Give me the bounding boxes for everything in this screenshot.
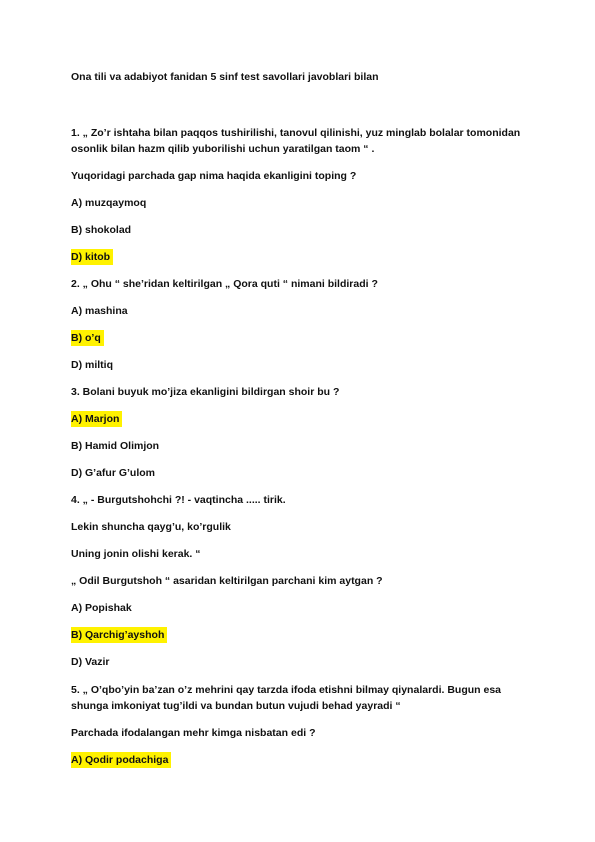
- question-text: Lekin shuncha qayg’u, ko’rgulik: [71, 521, 231, 533]
- answer-option: [71, 196, 531, 211]
- document-title: Ona tili va adabiyot fanidan 5 sinf test savollari javoblari bilan: [71, 71, 379, 83]
- question-4: [71, 493, 531, 670]
- question-prompt: „ Odil Burgutshoh “ asaridan keltirilgan parchani kim aytgan ?: [71, 575, 383, 587]
- question-prompt: Yuqoridagi parchada gap nima haqida ekanligini toping ?: [71, 170, 357, 182]
- answer-option: [71, 223, 531, 238]
- question-text: 5. „ O’qbo’yin ba’zan o’z mehrini qay tarzda ifoda etishni bilmay qiynalardi. Bugun esa shunga imkoniyat tug’ildi va bundan butun vujudi behad yayradi “: [71, 684, 501, 712]
- answer-option-text: D) miltiq: [71, 359, 113, 371]
- answer-option-text: D) G’afur G’ulom: [71, 467, 155, 479]
- answer-option-text: A) mashina: [71, 305, 128, 317]
- question-text: 2. „ Ohu “ she’ridan keltirilgan „ Qora quti “ nimani bildiradi ?: [71, 278, 378, 290]
- question-1: [71, 125, 531, 265]
- question-prompt: Parchada ifodalangan mehr kimga nisbatan edi ?: [71, 727, 316, 739]
- question-2: [71, 277, 531, 373]
- highlighted-answer: D) kitob: [71, 249, 113, 265]
- answer-option-correct: [71, 753, 531, 768]
- question-text: Uning jonin olishi kerak. “: [71, 548, 201, 560]
- highlighted-answer: B) Qarchig’ayshoh: [71, 627, 167, 643]
- question-text: 1. „ Zo’r ishtaha bilan paqqos tushirilishi, tanovul qilinishi, yuz minglab bolalar tomonidan osonlik bilan hazm qilib yuborilishi uchun yaratilgan taom “ .: [71, 127, 521, 155]
- question-list: [71, 125, 531, 780]
- answer-option-text: D) Vazir: [71, 656, 110, 668]
- answer-option-text: B) shokolad: [71, 224, 132, 236]
- answer-option-text: A) muzqaymoq: [71, 197, 147, 209]
- answer-option: [71, 304, 531, 319]
- question-text: 4. „ - Burgutshohchi ?! - vaqtincha ..... tirik.: [71, 494, 286, 506]
- question-5: [71, 682, 531, 768]
- answer-option: [71, 655, 531, 670]
- highlighted-answer: B) o’q: [71, 330, 104, 346]
- question-3: [71, 385, 531, 481]
- answer-option-correct: [71, 412, 531, 427]
- highlighted-answer: A) Marjon: [71, 411, 122, 427]
- answer-option: [71, 601, 531, 616]
- answer-option: [71, 358, 531, 373]
- answer-option-correct: [71, 331, 531, 346]
- answer-option-correct: [71, 628, 531, 643]
- answer-option-correct: [71, 250, 531, 265]
- highlighted-answer: A) Qodir podachiga: [71, 752, 171, 768]
- question-text: 3. Bolani buyuk mo’jiza ekanligini bildirgan shoir bu ?: [71, 386, 340, 398]
- answer-option-text: A) Popishak: [71, 602, 132, 614]
- answer-option: [71, 439, 531, 454]
- answer-option-text: B) Hamid Olimjon: [71, 440, 160, 452]
- answer-option: [71, 466, 531, 481]
